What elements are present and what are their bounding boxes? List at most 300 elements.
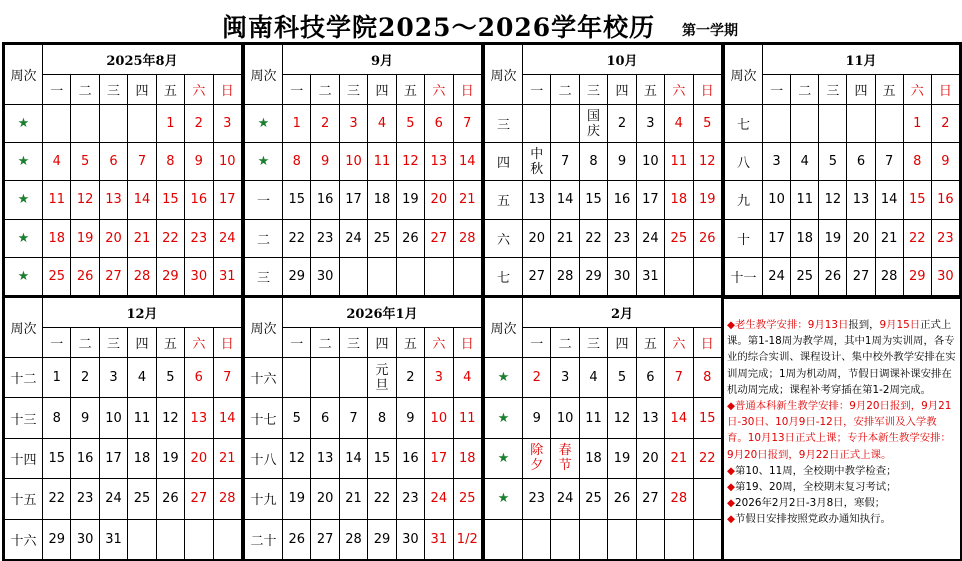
- day-cell: 7: [551, 143, 579, 181]
- day-cell: 17: [763, 219, 791, 257]
- day-cell: [693, 257, 721, 295]
- week-number: 十: [725, 219, 763, 257]
- day-cell: 16: [931, 181, 959, 219]
- day-cell: [425, 257, 453, 295]
- day-cell: 30: [931, 257, 959, 295]
- day-cell: 10: [339, 143, 367, 181]
- day-cell: 19: [819, 219, 847, 257]
- day-cell: 31: [99, 519, 127, 559]
- weekday-header: 五: [636, 328, 664, 358]
- day-cell: 29: [579, 257, 607, 295]
- week-row: [485, 438, 722, 478]
- day-cell: 7: [875, 143, 903, 181]
- day-cell: 10: [636, 143, 664, 181]
- month-title: 9月: [283, 45, 482, 75]
- day-cell: 19: [156, 438, 184, 478]
- day-cell: 10: [99, 398, 127, 438]
- week-number: 十二: [5, 358, 43, 398]
- day-cell: 22: [903, 219, 931, 257]
- day-cell: 26: [283, 519, 311, 559]
- day-cell: [396, 257, 424, 295]
- calendar-title-area: [0, 0, 962, 42]
- day-cell: 23: [71, 479, 99, 519]
- week-number: [485, 519, 523, 559]
- week-column-header: 周次: [725, 45, 763, 105]
- week-row: [725, 257, 960, 295]
- day-cell: 21: [551, 219, 579, 257]
- day-cell: 24: [425, 479, 453, 519]
- day-cell: 17: [99, 438, 127, 478]
- note-text: 第10、11周，全校期中教学检查；: [735, 464, 897, 477]
- day-cell: 22: [693, 438, 721, 478]
- weekday-header: 一: [43, 328, 71, 358]
- weekday-header: 四: [368, 328, 396, 358]
- day-cell: 5: [396, 105, 424, 143]
- day-cell: [71, 105, 99, 143]
- week-row: [245, 479, 482, 519]
- day-cell: 国庆: [579, 105, 607, 143]
- day-cell: 1: [43, 358, 71, 398]
- month-block-sep: [242, 42, 484, 297]
- day-cell: 8: [368, 398, 396, 438]
- diamond-bullet-icon: ◆: [727, 464, 735, 477]
- day-cell: 16: [71, 438, 99, 478]
- weekday-header: 六: [425, 75, 453, 105]
- day-cell: [875, 105, 903, 143]
- weekday-header: 日: [453, 75, 481, 105]
- day-cell: 28: [875, 257, 903, 295]
- day-cell: 10: [551, 398, 579, 438]
- day-cell: 2: [71, 358, 99, 398]
- day-cell: 20: [847, 219, 875, 257]
- day-cell: 8: [156, 143, 184, 181]
- day-cell: 26: [71, 257, 99, 295]
- green-star-icon: ★: [485, 358, 523, 398]
- notes-panel: [722, 297, 962, 561]
- week-row: [5, 181, 242, 219]
- day-cell: 14: [453, 143, 481, 181]
- day-cell: 8: [43, 398, 71, 438]
- day-cell: 15: [579, 181, 607, 219]
- day-cell: [128, 519, 156, 559]
- green-star-icon: ★: [485, 398, 523, 438]
- day-cell: 11: [43, 181, 71, 219]
- day-cell: [339, 257, 367, 295]
- weekday-header: 二: [311, 328, 339, 358]
- day-cell: [636, 519, 664, 559]
- day-cell: 22: [579, 219, 607, 257]
- day-cell: 12: [693, 143, 721, 181]
- day-cell: 28: [339, 519, 367, 559]
- weekday-header: 日: [693, 75, 721, 105]
- day-cell: 12: [71, 181, 99, 219]
- green-star-icon: ★: [245, 143, 283, 181]
- week-row: [485, 398, 722, 438]
- day-cell: 8: [283, 143, 311, 181]
- green-star-icon: ★: [5, 105, 43, 143]
- day-cell: [847, 105, 875, 143]
- day-cell: 27: [311, 519, 339, 559]
- weekday-header: 日: [931, 75, 959, 105]
- day-cell: 12: [819, 181, 847, 219]
- week-number: 七: [725, 105, 763, 143]
- weekday-header: 六: [185, 328, 213, 358]
- day-cell: 5: [819, 143, 847, 181]
- month-title: 2月: [523, 298, 722, 328]
- day-cell: 3: [213, 105, 241, 143]
- note-text: 报到，: [848, 319, 880, 331]
- day-cell: 15: [283, 181, 311, 219]
- day-cell: [453, 257, 481, 295]
- diamond-bullet-icon: ◆: [727, 481, 735, 494]
- note-item: [727, 317, 957, 398]
- day-cell: 27: [636, 479, 664, 519]
- day-cell: 10: [425, 398, 453, 438]
- weekday-header: 六: [185, 75, 213, 105]
- week-number: 六: [485, 219, 523, 257]
- day-cell: 20: [636, 438, 664, 478]
- day-cell: 元旦: [368, 358, 396, 398]
- day-cell: 30: [71, 519, 99, 559]
- week-number: 三: [245, 257, 283, 295]
- weekday-header: 四: [368, 75, 396, 105]
- day-cell: 31: [636, 257, 664, 295]
- day-cell: 9: [71, 398, 99, 438]
- note-text: 节假日安排按照党政办通知执行。: [735, 513, 891, 526]
- week-number: 十六: [5, 519, 43, 559]
- green-star-icon: ★: [485, 438, 523, 478]
- day-cell: 2: [185, 105, 213, 143]
- day-cell: 4: [579, 358, 607, 398]
- day-cell: 3: [551, 358, 579, 398]
- month-block-aug: [2, 42, 244, 297]
- weekday-header: 五: [396, 328, 424, 358]
- day-cell: 24: [213, 219, 241, 257]
- day-cell: 14: [875, 181, 903, 219]
- week-row: [5, 143, 242, 181]
- weekday-header: 一: [283, 75, 311, 105]
- note-text: 第19、20周，全校期末复习考试；: [735, 481, 897, 494]
- day-cell: 8: [903, 143, 931, 181]
- weekday-header: 一: [763, 75, 791, 105]
- day-cell: 24: [339, 219, 367, 257]
- day-cell: 22: [43, 479, 71, 519]
- day-cell: [43, 105, 71, 143]
- day-cell: 20: [99, 219, 127, 257]
- day-cell: 26: [608, 479, 636, 519]
- day-cell: 4: [453, 358, 481, 398]
- day-cell: [608, 519, 636, 559]
- day-cell: 9: [396, 398, 424, 438]
- day-cell: 14: [665, 398, 693, 438]
- day-cell: 14: [551, 181, 579, 219]
- week-number: 四: [485, 143, 523, 181]
- month-title: 2025年8月: [43, 45, 242, 75]
- day-cell: 13: [847, 181, 875, 219]
- week-number: 二: [245, 219, 283, 257]
- week-row: [245, 257, 482, 295]
- weekday-header: 四: [128, 328, 156, 358]
- day-cell: 30: [608, 257, 636, 295]
- note-item: [727, 511, 957, 527]
- day-cell: 3: [763, 143, 791, 181]
- day-cell: [128, 105, 156, 143]
- day-cell: 21: [665, 438, 693, 478]
- day-cell: 27: [523, 257, 551, 295]
- day-cell: 30: [185, 257, 213, 295]
- day-cell: 25: [665, 219, 693, 257]
- week-number: 十四: [5, 438, 43, 478]
- day-cell: 15: [368, 438, 396, 478]
- day-cell: [579, 519, 607, 559]
- weekday-header: 日: [453, 328, 481, 358]
- day-cell: 6: [425, 105, 453, 143]
- day-cell: 25: [368, 219, 396, 257]
- weekday-header: 六: [903, 75, 931, 105]
- weekday-header: 五: [875, 75, 903, 105]
- week-number: 十七: [245, 398, 283, 438]
- weekday-header: 五: [156, 75, 184, 105]
- day-cell: 13: [425, 143, 453, 181]
- weekday-header: 五: [636, 75, 664, 105]
- day-cell: 12: [156, 398, 184, 438]
- day-cell: 21: [875, 219, 903, 257]
- day-cell: 23: [931, 219, 959, 257]
- weekday-header: 一: [523, 75, 551, 105]
- day-cell: 中秋: [523, 143, 551, 181]
- day-cell: 15: [903, 181, 931, 219]
- day-cell: 16: [185, 181, 213, 219]
- weekday-header: 五: [396, 75, 424, 105]
- day-cell: 11: [665, 143, 693, 181]
- week-row: [5, 105, 242, 143]
- weekday-header: 一: [43, 75, 71, 105]
- day-cell: 15: [693, 398, 721, 438]
- day-cell: 19: [693, 181, 721, 219]
- day-cell: 23: [608, 219, 636, 257]
- day-cell: 11: [791, 181, 819, 219]
- day-cell: 9: [185, 143, 213, 181]
- day-cell: 15: [156, 181, 184, 219]
- day-cell: 18: [791, 219, 819, 257]
- weekday-header: 二: [311, 75, 339, 105]
- day-cell: 2: [311, 105, 339, 143]
- week-row: [725, 181, 960, 219]
- weekday-header: 三: [579, 328, 607, 358]
- week-row: [5, 219, 242, 257]
- day-cell: [819, 105, 847, 143]
- day-cell: 16: [396, 438, 424, 478]
- week-row: [5, 519, 242, 559]
- day-cell: 3: [636, 105, 664, 143]
- week-row: [5, 479, 242, 519]
- day-cell: 27: [847, 257, 875, 295]
- weekday-header: 二: [551, 75, 579, 105]
- day-cell: 2: [931, 105, 959, 143]
- day-cell: 30: [311, 257, 339, 295]
- weekday-header: 四: [608, 328, 636, 358]
- week-row: [245, 438, 482, 478]
- day-cell: 29: [156, 257, 184, 295]
- day-cell: 27: [185, 479, 213, 519]
- day-cell: 25: [791, 257, 819, 295]
- weekday-header: 六: [425, 328, 453, 358]
- day-cell: 10: [763, 181, 791, 219]
- week-row: [485, 257, 722, 295]
- day-cell: 25: [453, 479, 481, 519]
- day-cell: 6: [636, 358, 664, 398]
- day-cell: 1/2: [453, 519, 481, 559]
- month-block-dec: [2, 295, 244, 561]
- day-cell: 23: [311, 219, 339, 257]
- day-cell: [523, 105, 551, 143]
- day-cell: 7: [665, 358, 693, 398]
- weekday-header: 日: [213, 75, 241, 105]
- month-title: 11月: [763, 45, 960, 75]
- day-cell: 13: [523, 181, 551, 219]
- day-cell: 29: [283, 257, 311, 295]
- day-cell: [213, 519, 241, 559]
- week-number: 三: [485, 105, 523, 143]
- month-block-feb: [482, 295, 724, 561]
- day-cell: 11: [579, 398, 607, 438]
- weekday-header: 四: [847, 75, 875, 105]
- week-row: [5, 257, 242, 295]
- green-star-icon: ★: [5, 257, 43, 295]
- day-cell: 18: [368, 181, 396, 219]
- day-cell: 19: [71, 219, 99, 257]
- note-text: 正式上课。第1-18周为教学周，其中1周为实训周，各专业的综合实训、课程设计、集中校外教学安排在实训周完成；1周为机动周，节假日调课补课安排在机动周完成；课程补考穿插在第1-2周完成。: [727, 319, 956, 396]
- weekday-header: 二: [71, 75, 99, 105]
- week-row: [485, 181, 722, 219]
- weekday-header: 日: [213, 328, 241, 358]
- week-number: 八: [725, 143, 763, 181]
- day-cell: 26: [693, 219, 721, 257]
- day-cell: 5: [71, 143, 99, 181]
- day-cell: [311, 358, 339, 398]
- day-cell: 6: [99, 143, 127, 181]
- page-title: 闽南科技学院2025～2026学年校历: [222, 13, 656, 42]
- week-number: 十三: [5, 398, 43, 438]
- day-cell: 11: [453, 398, 481, 438]
- day-cell: 14: [339, 438, 367, 478]
- week-row: [245, 398, 482, 438]
- month-title: 10月: [523, 45, 722, 75]
- day-cell: 2: [523, 358, 551, 398]
- day-cell: 27: [99, 257, 127, 295]
- month-block-jan: [242, 295, 484, 561]
- day-cell: 3: [99, 358, 127, 398]
- day-cell: 13: [311, 438, 339, 478]
- day-cell: 2: [608, 105, 636, 143]
- day-cell: 17: [636, 181, 664, 219]
- day-cell: [99, 105, 127, 143]
- weekday-header: 六: [665, 328, 693, 358]
- day-cell: 9: [523, 398, 551, 438]
- day-cell: 24: [99, 479, 127, 519]
- day-cell: 22: [156, 219, 184, 257]
- day-cell: 5: [608, 358, 636, 398]
- diamond-bullet-icon: ◆: [727, 497, 735, 510]
- day-cell: 24: [763, 257, 791, 295]
- diamond-bullet-icon: ◆: [727, 400, 735, 413]
- day-cell: 29: [903, 257, 931, 295]
- day-cell: 20: [185, 438, 213, 478]
- day-cell: [523, 519, 551, 559]
- day-cell: 7: [213, 358, 241, 398]
- day-cell: 20: [311, 479, 339, 519]
- day-cell: 春节: [551, 438, 579, 478]
- week-number: 二十: [245, 519, 283, 559]
- weekday-header: 三: [339, 328, 367, 358]
- day-cell: [185, 519, 213, 559]
- week-row: [725, 143, 960, 181]
- week-number: 十六: [245, 358, 283, 398]
- day-cell: 13: [185, 398, 213, 438]
- day-cell: 14: [128, 181, 156, 219]
- note-text: 9月15日: [879, 319, 921, 331]
- day-cell: 23: [185, 219, 213, 257]
- day-cell: 6: [185, 358, 213, 398]
- weekday-header: 一: [523, 328, 551, 358]
- day-cell: 26: [819, 257, 847, 295]
- weekday-header: 三: [99, 75, 127, 105]
- week-row: [245, 181, 482, 219]
- day-cell: 4: [128, 358, 156, 398]
- day-cell: 17: [425, 438, 453, 478]
- week-row: [485, 143, 722, 181]
- week-row: [245, 219, 482, 257]
- day-cell: 16: [311, 181, 339, 219]
- green-star-icon: ★: [5, 143, 43, 181]
- day-cell: 2: [396, 358, 424, 398]
- month-title: 2026年1月: [283, 298, 482, 328]
- weekday-header: 三: [819, 75, 847, 105]
- week-column-header: 周次: [5, 45, 43, 105]
- week-row: [245, 358, 482, 398]
- note-item: [727, 495, 957, 511]
- day-cell: [551, 105, 579, 143]
- day-cell: 29: [368, 519, 396, 559]
- day-cell: 18: [128, 438, 156, 478]
- day-cell: 28: [453, 219, 481, 257]
- day-cell: 5: [156, 358, 184, 398]
- week-column-header: 周次: [245, 45, 283, 105]
- day-cell: 8: [693, 358, 721, 398]
- day-cell: [763, 105, 791, 143]
- day-cell: 4: [368, 105, 396, 143]
- week-number: 七: [485, 257, 523, 295]
- day-cell: 5: [693, 105, 721, 143]
- weekday-header: 三: [99, 328, 127, 358]
- day-cell: 18: [665, 181, 693, 219]
- day-cell: [551, 519, 579, 559]
- day-cell: 9: [931, 143, 959, 181]
- weekday-header: 五: [156, 328, 184, 358]
- day-cell: [693, 519, 721, 559]
- day-cell: 20: [425, 181, 453, 219]
- note-item: [727, 479, 957, 495]
- day-cell: 6: [311, 398, 339, 438]
- week-column-header: 周次: [485, 45, 523, 105]
- day-cell: 31: [213, 257, 241, 295]
- weekday-header: 四: [608, 75, 636, 105]
- day-cell: 24: [636, 219, 664, 257]
- green-star-icon: ★: [5, 181, 43, 219]
- green-star-icon: ★: [245, 105, 283, 143]
- day-cell: 14: [213, 398, 241, 438]
- week-row: [5, 438, 242, 478]
